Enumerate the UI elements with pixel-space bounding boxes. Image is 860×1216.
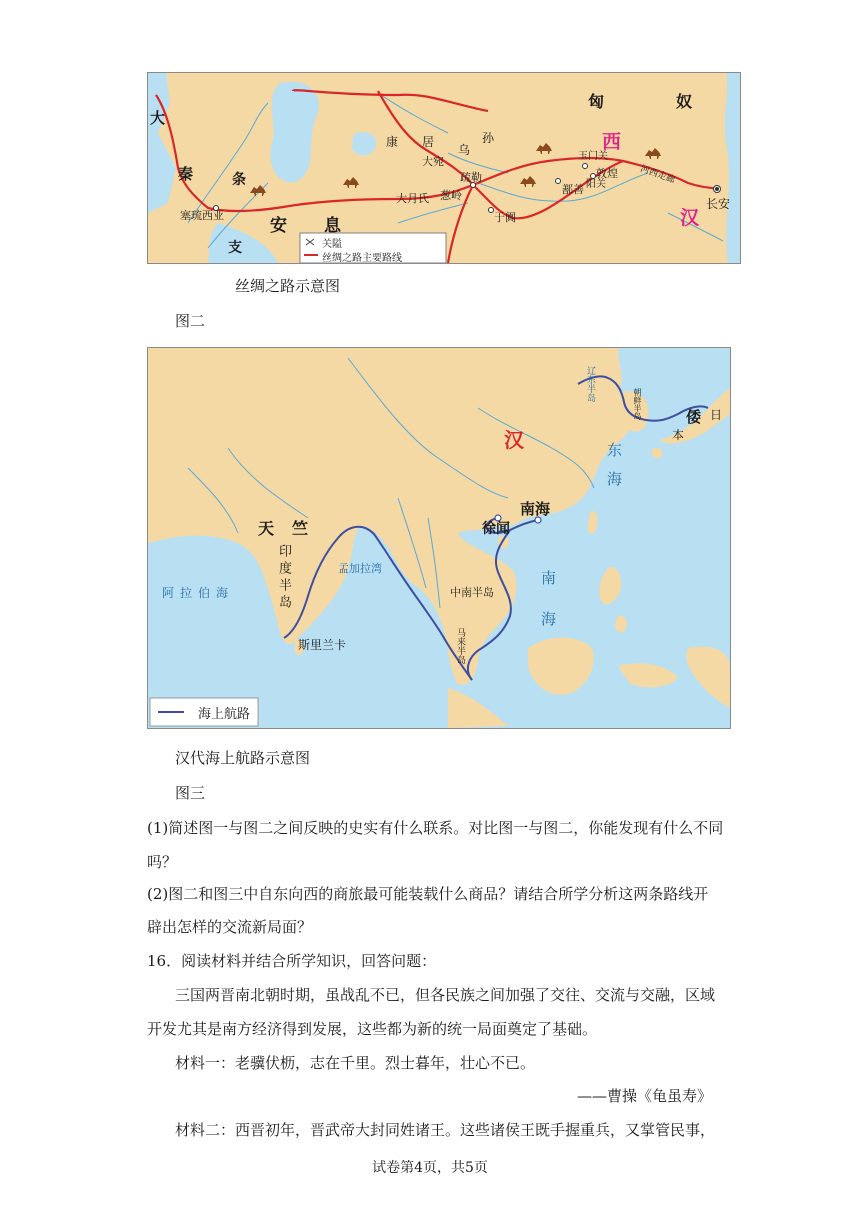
map-label-wu: 乌: [458, 143, 471, 157]
map-label-wo: 倭: [686, 408, 702, 426]
legend-pass-label: 关隘: [322, 239, 342, 250]
silk-road-map: [147, 72, 741, 264]
map-label-han-empire: 汉: [504, 428, 524, 452]
map-label-tianzhu: 天竺: [258, 519, 327, 538]
figure2-label: 图二: [175, 312, 206, 330]
map-label-dayuan: 大宛: [422, 155, 444, 168]
material-1-source: ——曹操《龟虽寿》: [576, 1087, 712, 1105]
map-label-dunhuang: 敦煌: [596, 167, 618, 180]
question-2-line-2: 辟出怎样的交流新局面？: [147, 918, 313, 936]
figure3-label: 图三: [175, 784, 206, 802]
map-label-shule: 疏勒: [460, 171, 482, 184]
map-label-ju: 居: [422, 135, 435, 149]
map-label-yindu: 印度半岛: [276, 544, 291, 612]
map-label-nanhai-sea: 南海: [539, 570, 557, 652]
map-label-hexizoulang: 河西走廊: [638, 164, 677, 186]
map-label-sun: 孙: [482, 131, 495, 145]
map-label-dayueshi: 大月氏: [396, 192, 429, 205]
figure3-caption: 汉代海上航路示意图: [175, 749, 311, 767]
question-1-line-2: 吗？: [147, 853, 178, 871]
map-label-alabohai: 阿拉伯海: [162, 586, 235, 600]
map-label-congling: 葱岭: [440, 189, 462, 202]
question-16-intro-line-1: 三国两晋南北朝时期，虽战乱不已，但各民族之间加强了交往、交流与交融，区域: [175, 986, 716, 1004]
map-label-xiong: 匈: [588, 92, 605, 111]
map-label-han: 汉: [680, 207, 700, 229]
map-label-donghai: 东海: [605, 442, 623, 500]
map-label-zhongnan: 中南半岛: [450, 586, 494, 599]
material-1: 材料一：老骥伏枥，志在千里。烈士暮年，壮心不已。: [175, 1054, 536, 1072]
map-label-yumenguan: 玉门关: [578, 151, 608, 162]
map-label-kang: 康: [386, 135, 399, 149]
map-label-yangguan: 阳关: [586, 179, 606, 190]
map-label-nu: 奴: [676, 92, 693, 111]
map-label-ben: 本: [672, 428, 685, 442]
legend-sea-route-label: 海上航路: [198, 707, 251, 722]
map-label-xuwen: 徐闻: [482, 521, 510, 537]
question-2-line-1: (2)图二和图三中自东向西的商旅最可能装载什么商品？请结合所学分析这两条路线开: [147, 885, 709, 903]
map-label-mengjialawan: 孟加拉湾: [338, 562, 382, 575]
page-footer: 试卷第4页，共5页: [372, 1160, 488, 1176]
maritime-route-map: [147, 347, 731, 729]
material-2: 材料二：西晋初年，晋武帝大封同姓诸王。这些诸侯王既手握重兵，又掌管民事，: [175, 1121, 716, 1139]
map-label-ri: 日: [710, 408, 723, 422]
map-label-qin: 秦: [178, 165, 194, 183]
map-label-da: 大: [150, 109, 166, 127]
question-16-intro-line-2: 开发尤其是南方经济得到发展，这些都为新的统一局面奠定了基础。: [147, 1020, 598, 1038]
map-label-shanshan: 鄯善: [562, 183, 584, 196]
map-label-zhi: 支: [228, 240, 242, 256]
map-label-yutian: 于阗: [494, 211, 516, 224]
question-1-line-1: (1)简述图一与图二之间反映的史实有什么联系。对比图一与图二，你能发现有什么不同: [147, 819, 724, 837]
map-label-changan: 长安: [706, 197, 731, 211]
question-16-heading: 16．阅读材料并结合所学知识，回答问题：: [147, 952, 437, 970]
legend-route-label: 丝绸之路主要路线: [322, 253, 402, 264]
map-label-liaodong: 辽东半岛: [585, 366, 595, 402]
map-label-xi-region: 西: [602, 131, 622, 153]
map-label-chaoxian: 朝鲜半岛: [633, 388, 642, 420]
figure2-caption: 丝绸之路示意图: [235, 277, 341, 295]
map-label-malai: 马来半岛: [455, 628, 465, 664]
map-label-xi: 息: [324, 216, 341, 236]
map-label-an: 安: [270, 216, 287, 236]
map-label-nanhai-port: 南海: [520, 500, 551, 518]
map-label-sililanka: 斯里兰卡: [298, 638, 347, 652]
map-label-sailiuxiya: 塞琉西亚: [180, 209, 224, 222]
map-label-tiao: 条: [232, 172, 246, 188]
